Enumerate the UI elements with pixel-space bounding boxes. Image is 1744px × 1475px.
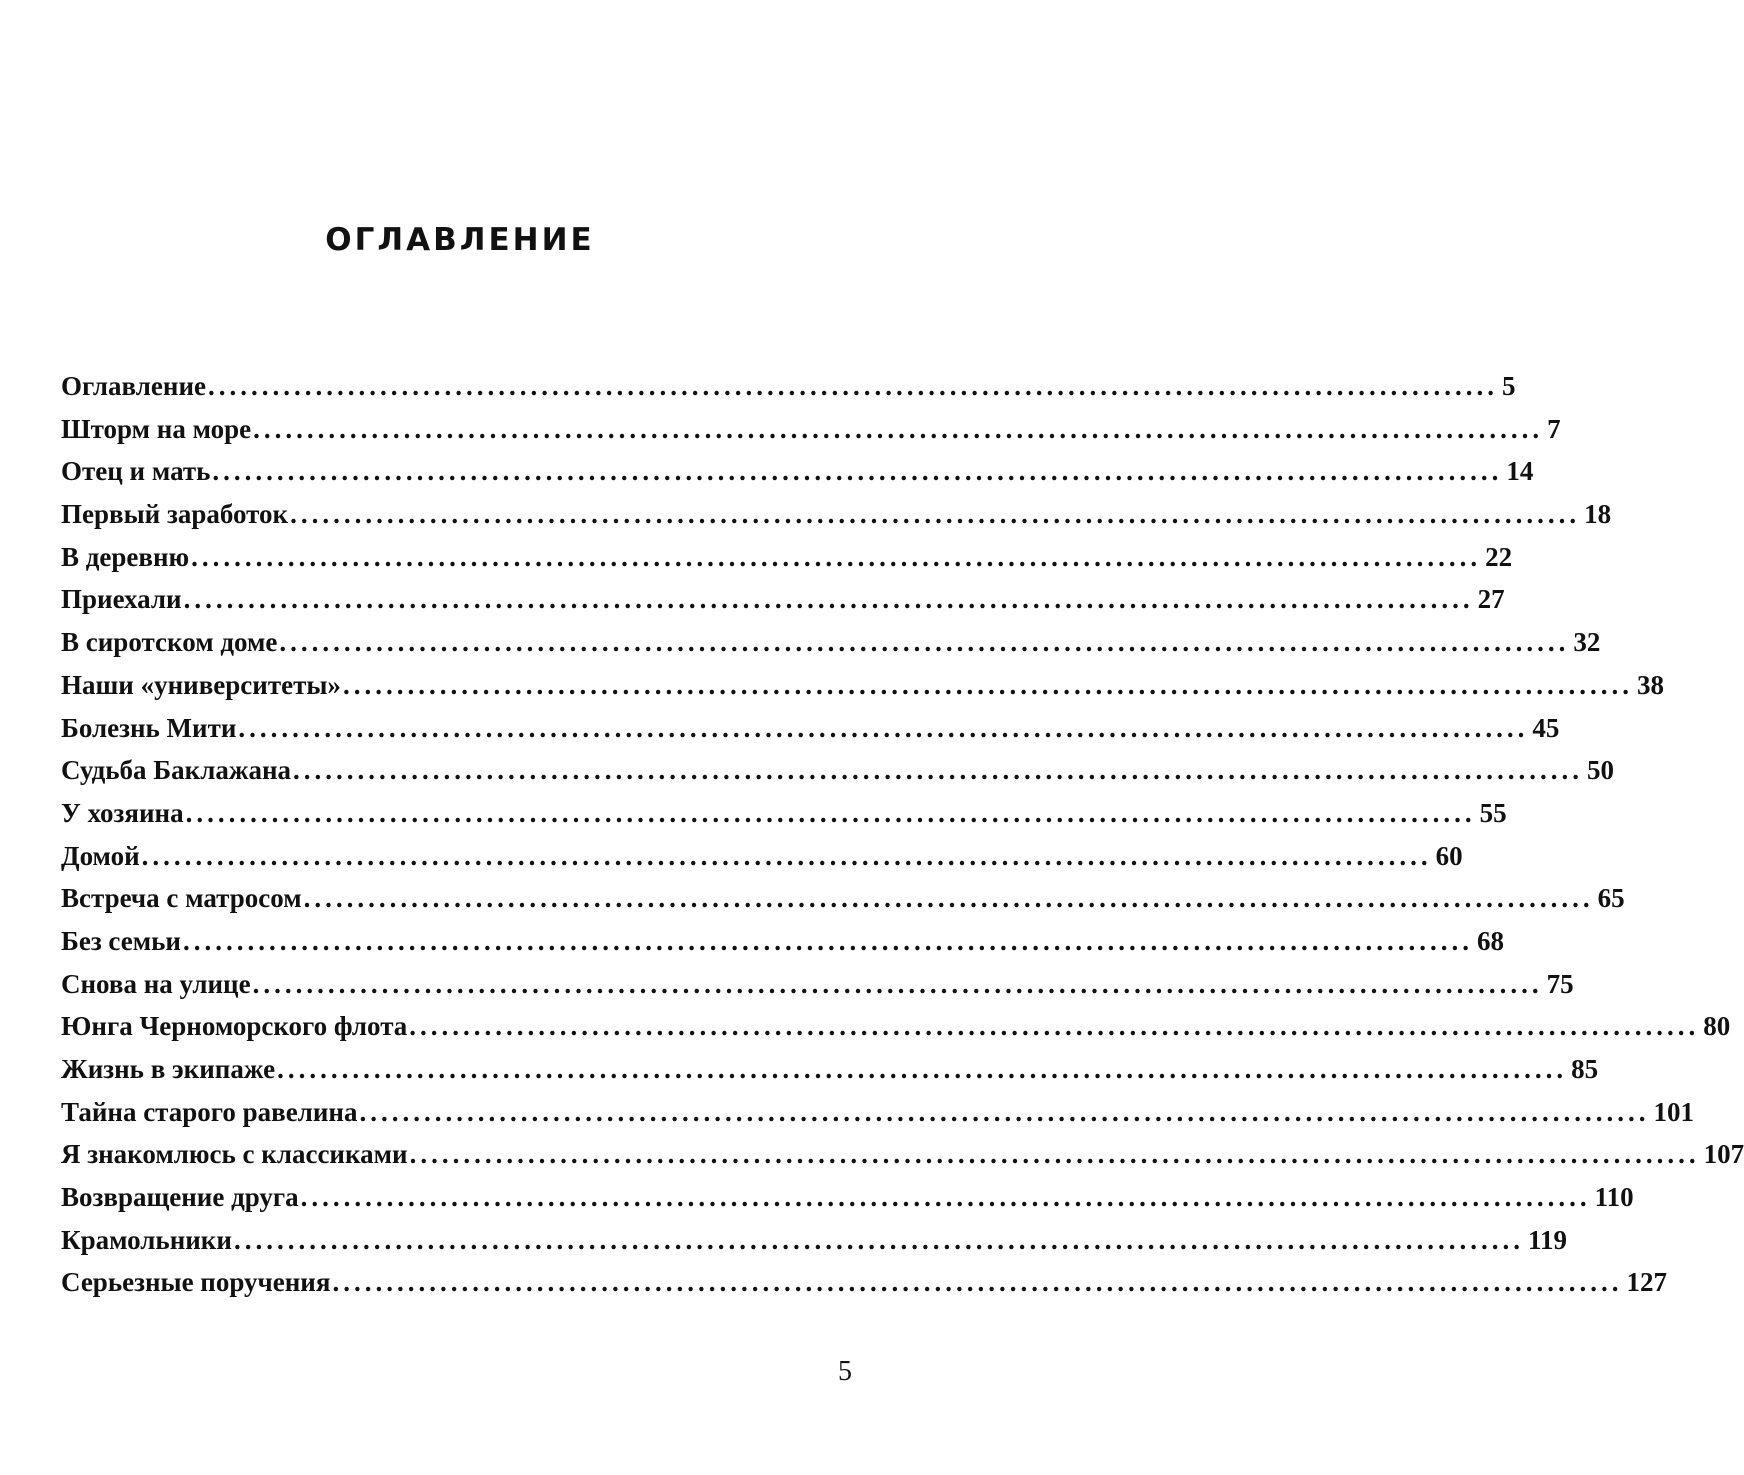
toc-entry-title: Я знакомлюсь с классиками bbox=[61, 1139, 408, 1170]
toc-entry-title: Снова на улице bbox=[61, 968, 251, 999]
toc-leader-dots: ........................................................................................................................ bbox=[409, 1011, 1700, 1042]
toc-entry-page: 85 bbox=[1571, 1054, 1599, 1084]
toc-entry-page: 38 bbox=[1636, 669, 1664, 700]
toc-entry[interactable] bbox=[61, 1219, 1567, 1262]
toc-entry-page: 101 bbox=[1653, 1096, 1694, 1127]
toc-leader-dots: ........................................................................................................................ bbox=[182, 925, 1473, 956]
toc-entry[interactable] bbox=[61, 1005, 1731, 1048]
toc-entry-title: Судьба Баклажана bbox=[61, 755, 292, 786]
toc-leader-dots: ........................................................................................................................ bbox=[290, 499, 1581, 530]
toc-entry[interactable] bbox=[61, 1176, 1634, 1219]
toc-entry[interactable] bbox=[61, 707, 1560, 750]
toc-entry-page: 60 bbox=[1435, 840, 1463, 871]
toc-entry-title: У хозяина bbox=[61, 797, 184, 828]
toc-entry[interactable] bbox=[61, 1133, 1744, 1176]
toc-entry-page: 18 bbox=[1584, 499, 1612, 530]
toc-entry[interactable] bbox=[61, 792, 1507, 835]
toc-entry[interactable] bbox=[61, 877, 1625, 920]
toc-entry-page: 45 bbox=[1532, 712, 1560, 743]
toc-leader-dots: ........................................................................................................................ bbox=[238, 712, 1529, 743]
toc-leader-dots: ........................................................................................................................ bbox=[183, 584, 1474, 615]
toc-entry-page: 65 bbox=[1597, 883, 1625, 914]
toc-leader-dots: ........................................................................................................................ bbox=[279, 627, 1570, 658]
toc-entry-title: Приехали bbox=[61, 584, 182, 615]
toc-entry[interactable] bbox=[61, 578, 1505, 621]
toc-entry-page: 14 bbox=[1506, 456, 1534, 487]
toc-leader-dots: ........................................................................................................................ bbox=[359, 1096, 1650, 1127]
toc-leader-dots: ........................................................................................................................ bbox=[212, 456, 1503, 487]
table-of-contents bbox=[61, 365, 1744, 1304]
toc-entry-page: 55 bbox=[1479, 797, 1507, 828]
toc-entry[interactable] bbox=[61, 749, 1615, 792]
toc-entry[interactable] bbox=[61, 450, 1534, 493]
toc-entry-title: Юнга Черноморского флота bbox=[61, 1011, 408, 1042]
toc-entry-title: Жизнь в экипаже bbox=[61, 1054, 276, 1084]
page-title: ОГЛАВЛЕНИЕ bbox=[325, 222, 595, 258]
toc-leader-dots: ........................................................................................................................ bbox=[253, 413, 1544, 444]
toc-leader-dots: ........................................................................................................................ bbox=[208, 371, 1498, 401]
toc-entry-title: Оглавление bbox=[61, 371, 206, 401]
toc-leader-dots: ........................................................................................................................ bbox=[303, 883, 1594, 914]
toc-leader-dots: ........................................................................................................................ bbox=[409, 1139, 1700, 1170]
toc-entry-title: Домой bbox=[61, 840, 140, 871]
toc-leader-dots: ........................................................................................................................ bbox=[300, 1182, 1591, 1213]
toc-leader-dots: ........................................................................................................................ bbox=[342, 669, 1633, 700]
toc-entry-title: Отец и мать bbox=[61, 456, 211, 487]
toc-entry-title: Наши «университеты» bbox=[61, 669, 341, 700]
toc-leader-dots: ........................................................................................................................ bbox=[233, 1224, 1524, 1255]
toc-entry-page: 107 bbox=[1703, 1139, 1744, 1170]
toc-entry-title: Тайна старого равелина bbox=[61, 1096, 358, 1127]
toc-entry-page: 50 bbox=[1587, 755, 1615, 786]
toc-entry-page: 110 bbox=[1594, 1182, 1634, 1213]
toc-entry-title: Возвращение друга bbox=[61, 1182, 299, 1213]
toc-leader-dots: ........................................................................................................................ bbox=[141, 840, 1432, 871]
toc-leader-dots: ........................................................................................................................ bbox=[293, 755, 1584, 786]
toc-entry[interactable] bbox=[61, 963, 1574, 1006]
toc-leader-dots: ........................................................................................................................ bbox=[252, 968, 1543, 999]
toc-entry-page: 119 bbox=[1527, 1224, 1567, 1255]
toc-entry-title: В сиротском доме bbox=[61, 627, 278, 658]
toc-entry[interactable] bbox=[61, 664, 1664, 707]
toc-entry[interactable] bbox=[61, 1091, 1694, 1134]
toc-entry-title: Крамольники bbox=[61, 1224, 232, 1255]
toc-entry-title: Серьезные поручения bbox=[61, 1267, 331, 1298]
toc-entry-page: 127 bbox=[1626, 1267, 1667, 1298]
toc-leader-dots: ........................................................................................................................ bbox=[332, 1267, 1623, 1298]
page-number: 5 bbox=[838, 1356, 852, 1387]
toc-entry[interactable] bbox=[61, 621, 1601, 664]
toc-entry[interactable] bbox=[61, 365, 1516, 408]
toc-entry-page: 5 bbox=[1502, 371, 1516, 401]
toc-entry[interactable] bbox=[61, 920, 1504, 963]
toc-entry-page: 27 bbox=[1477, 584, 1505, 615]
toc-entry-title: Первый заработок bbox=[61, 499, 289, 530]
toc-leader-dots: ........................................................................................................................ bbox=[191, 541, 1482, 572]
toc-entry-title: Шторм на море bbox=[61, 413, 252, 444]
toc-entry[interactable] bbox=[61, 1261, 1667, 1304]
toc-entry-page: 22 bbox=[1485, 541, 1513, 572]
toc-leader-dots: ........................................................................................................................ bbox=[277, 1054, 1568, 1084]
toc-entry-title: В деревню bbox=[61, 541, 190, 572]
toc-entry-page: 75 bbox=[1546, 968, 1574, 999]
toc-entry-title: Болезнь Мити bbox=[61, 712, 237, 743]
toc-entry-title: Встреча с матросом bbox=[61, 883, 302, 914]
toc-entry[interactable] bbox=[61, 493, 1612, 536]
toc-entry[interactable] bbox=[61, 1048, 1599, 1091]
toc-entry-title: Без семьи bbox=[61, 925, 181, 956]
toc-entry-page: 80 bbox=[1703, 1011, 1731, 1042]
toc-entry-page: 32 bbox=[1573, 627, 1601, 658]
toc-leader-dots: ........................................................................................................................ bbox=[185, 797, 1476, 828]
toc-entry[interactable] bbox=[61, 835, 1463, 878]
toc-entry-page: 7 bbox=[1547, 413, 1561, 444]
toc-entry-page: 68 bbox=[1476, 925, 1504, 956]
toc-entry[interactable] bbox=[61, 408, 1561, 451]
toc-entry[interactable] bbox=[61, 536, 1513, 579]
